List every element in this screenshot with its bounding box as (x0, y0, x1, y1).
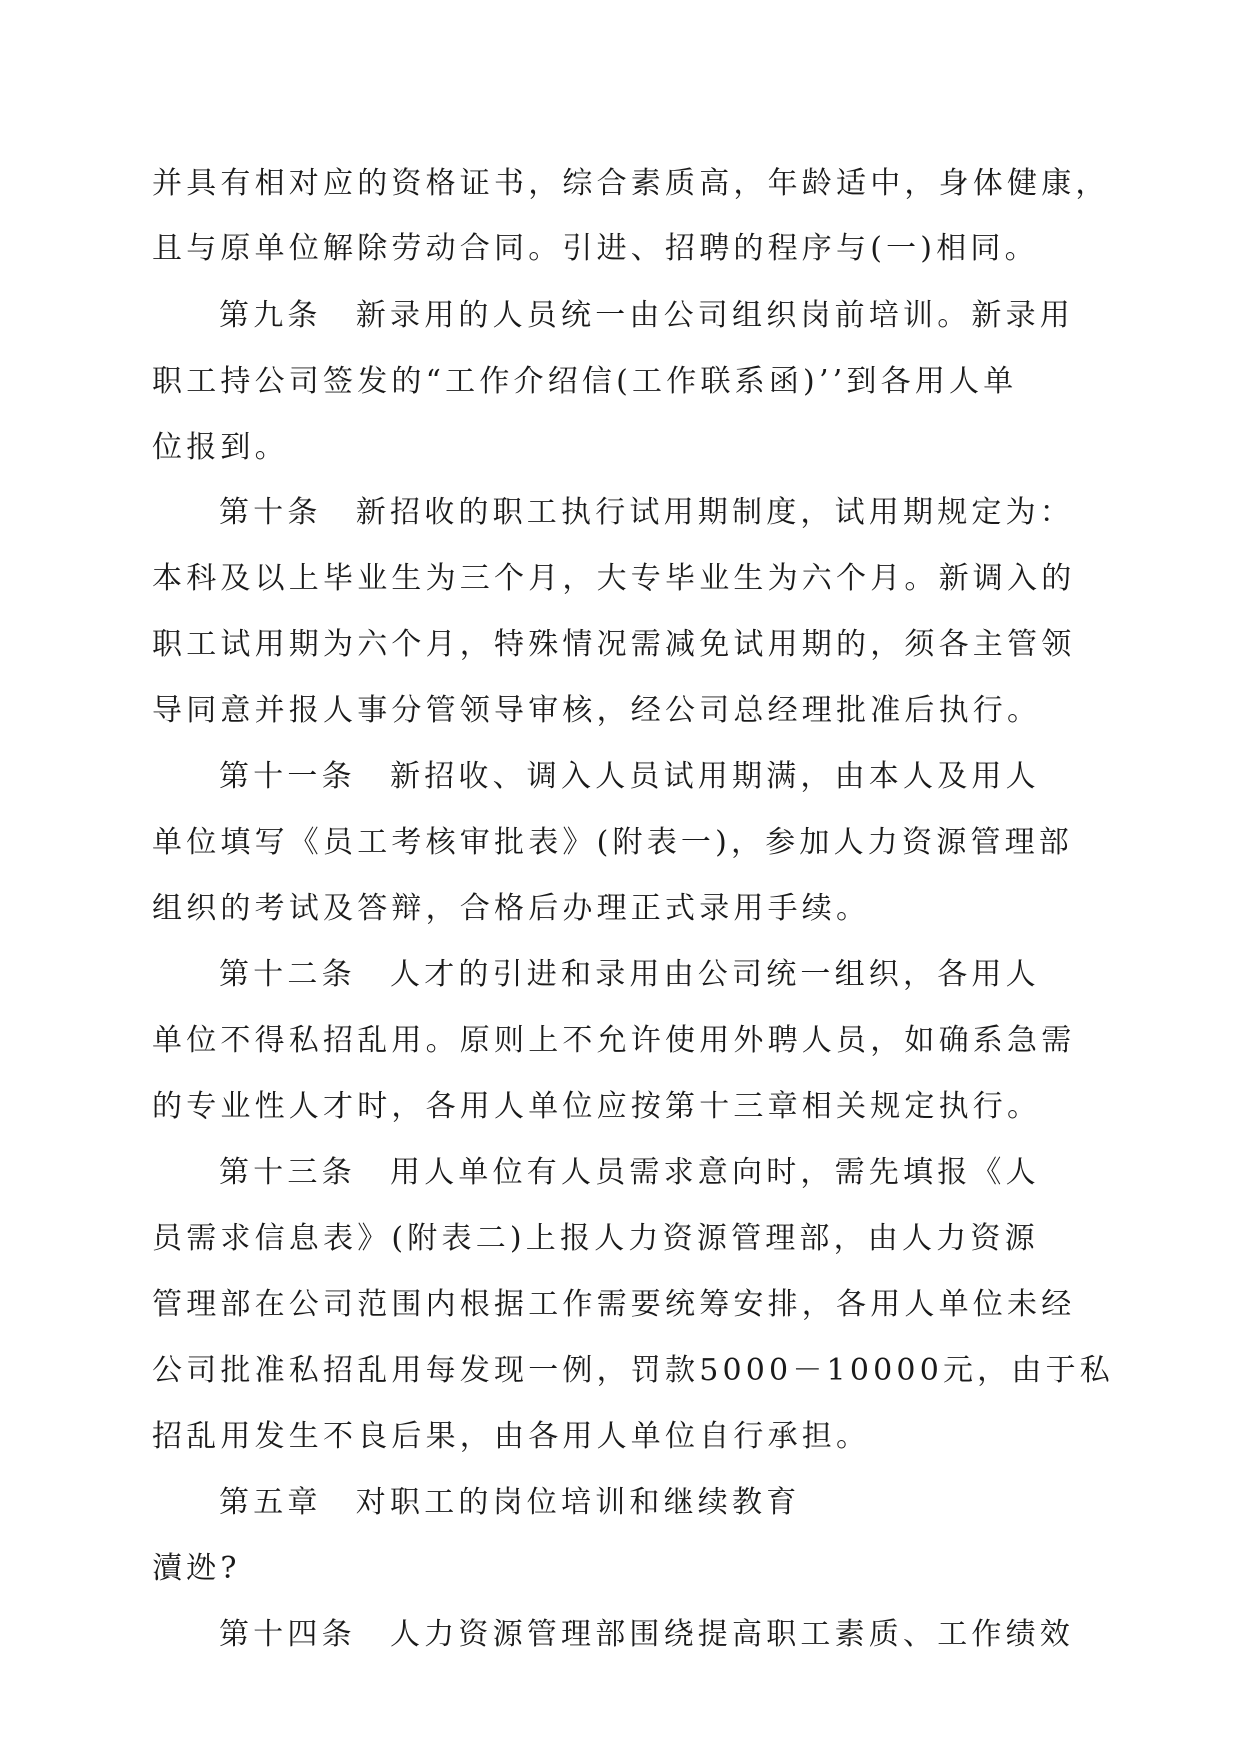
text-line: 职工试用期为六个月，特殊情况需减免试用期的，须各主管领 (152, 627, 1076, 662)
article-9-heading-line: 第九条 新录用的人员统一由公司组织岗前培训。新录用 (219, 298, 1074, 333)
article-10-heading-line: 第十条 新招收的职工执行试用期制度，试用期规定为： (219, 495, 1074, 530)
text-line: 位报到。 (152, 430, 289, 465)
text-line: 组织的考试及答辩，合格后办理正式录用手续。 (152, 891, 871, 926)
text-line: 管理部在公司范围内根据工作需要统筹安排，各用人单位未经 (152, 1287, 1076, 1322)
text-line: 公司批准私招乱用每发现一例，罚款5000－10000元，由于私 (152, 1353, 1114, 1388)
text-line: 单位不得私招乱用。原则上不允许使用外聘人员，如确系急需 (152, 1023, 1076, 1058)
text-line: 并具有相对应的资格证书，综合素质高，年龄适中，身体健康， (152, 166, 1110, 201)
article-14-heading-line: 第十四条 人力资源管理部围绕提高职工素质、工作绩效 (219, 1617, 1074, 1652)
text-line: 导同意并报人事分管领导审核，经公司总经理批准后执行。 (152, 693, 1042, 728)
text-line: 职工持公司签发的“工作介绍信(工作联系函)’’到各用人单 (152, 364, 1018, 399)
garbled-text-line: 瀆迯? (152, 1551, 241, 1586)
chapter-5-heading: 第五章 对职工的岗位培训和继续教育 (219, 1485, 801, 1520)
text-line: 且与原单位解除劳动合同。引进、招聘的程序与(一)相同。 (152, 231, 1039, 266)
article-12-heading-line: 第十二条 人才的引进和录用由公司统一组织，各用人 (219, 957, 1040, 992)
article-13-heading-line: 第十三条 用人单位有人员需求意向时，需先填报《人 (219, 1155, 1040, 1190)
text-line: 本科及以上毕业生为三个月，大专毕业生为六个月。新调入的 (152, 561, 1076, 596)
text-line: 单位填写《员工考核审批表》(附表一)，参加人力资源管理部 (152, 825, 1074, 860)
text-line: 员需求信息表》(附表二)上报人力资源管理部，由人力资源 (152, 1221, 1039, 1256)
text-line: 的专业性人才时，各用人单位应按第十三章相关规定执行。 (152, 1089, 1042, 1124)
text-line: 招乱用发生不良后果，由各用人单位自行承担。 (152, 1419, 871, 1454)
article-11-heading-line: 第十一条 新招收、调入人员试用期满，由本人及用人 (219, 759, 1040, 794)
